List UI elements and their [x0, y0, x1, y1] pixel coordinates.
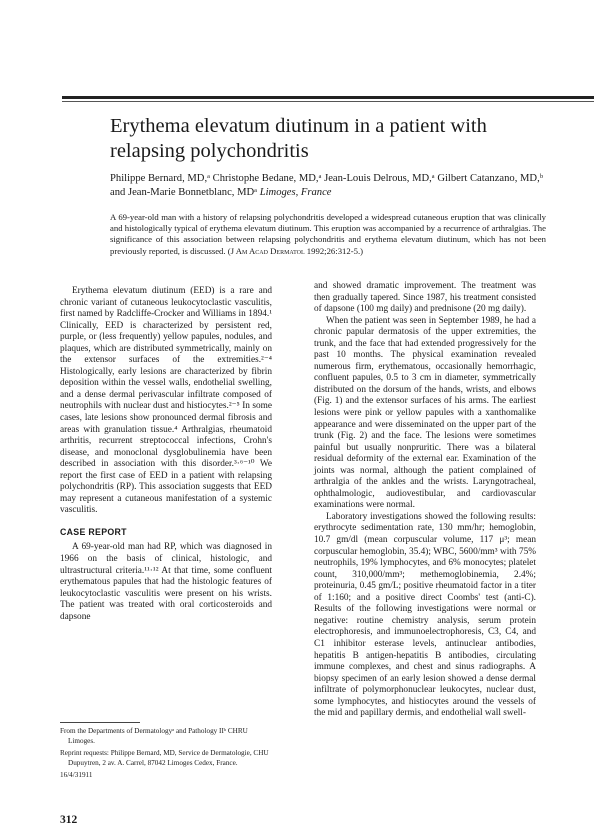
intro-paragraph: Erythema elevatum diutinum (EED) is a rare and chronic variant of cutaneous leukocytoclastic vasculitis, first named by Radcliffe-Crocker and Williams in 1894.¹ Clinically, EED is characterized by persistent red, purple, or (less frequently) yellow papules, nodules, and plaques, which are distributed symmetrically, mainly on the extensor surfaces of the extremities.²⁻⁴ Histologically, early lesions are characterized by fibrin deposition within the vessel walls, endothelial swelling, and a dense dermal perivascular infiltrate composed of neutrophils with nuclear dust and histiocytes.²⁻⁵ In some cases, late lesions show pronounced dermal fibrosis and areas with granulation tissue.⁴ Arthralgias, rheumatoid arthritis, recurrent streptococcal infections, Crohn's disease, and monoclonal dysglobulinemia have been described in association with this disorder.³·⁶⁻¹⁰ We report the first case of EED in a patient with relapsing polychondritis (RP). This association suggests that EED may represent a cutaneous manifestation of a systemic vasculitis.	[60, 286, 272, 516]
footnote-code: 16/4/31911	[60, 771, 93, 780]
right-column	[314, 281, 536, 720]
case-paragraph: A 69-year-old man had RP, which was diagnosed in 1966 on the basis of clinical, histologic, and ultrastructural criteria.¹¹·¹² At that time, some confluent erythematous papules that had the histologic features of leukocytoclastic vasculitis were present on his wrists. The patient was treated with oral corticosteroids and dapsone	[60, 542, 272, 622]
abstract	[110, 212, 546, 257]
footnote-reprint: Reprint requests: Philippe Bernard, MD, Service de Dermatologie, CHU Dupuytren, 2 av. A. Carrel, 87042 Limoges Cedex, France.	[60, 749, 269, 767]
author-block	[110, 172, 550, 200]
body-paragraph: Laboratory investigations showed the following results: erythrocyte sedimentation rate, 130 mm/hr; hemoglobin, 10.7 gm/dl (mean corpuscular volume, 117 μ³; mean corpuscular hemoglobin, 35.4); WBC, 5600/mm³ with 75% neutrophils, 19% lymphocytes, and 6% monocytes; platelet count, 310,000/mm³; methemoglobinemia, 2.4%; proteinuria, 0.45 gm/L; positive rheumatoid factor in a titer of 1:160; and a positive direct Coombs' test (anti-C). Results of the following investigations were normal or negative: routine chemistry analysis, serum protein electrophoresis, and immunoelectrophoresis, C3, C4, and C1 inhibitor esterase levels, antinuclear antibodies, hepatitis B antigen-hepatitis B antibodies, circulating immune complexes, and chest and sinus radiographs. A biopsy specimen of an early lesion showed a dense dermal infiltrate of polymorphonuclear leukocytes, nuclear dust, some lymphocytes, and histiocytes around the vessels of the mid and papillary dermis, and endothelial wall swell-	[314, 511, 536, 719]
journal-citation: (J Am Acad Dermatol 1992;26:312-5.)	[227, 245, 364, 256]
body-paragraph: and showed dramatic improvement. The treatment was then gradually tapered. Since 1987, his treatment consisted of dapsone (100 mg daily) and prednisone (20 mg daily).	[314, 281, 536, 315]
footnote-from: From the Departments of Dermatologyᵃ and Pathology IIᵇ CHRU Limoges.	[60, 727, 248, 745]
page-number: 312	[60, 814, 78, 826]
author-affiliation: Limoges, France	[259, 187, 332, 199]
footnotes	[60, 727, 275, 784]
footnote-rule	[60, 722, 140, 723]
section-heading: CASE REPORT	[60, 526, 127, 537]
left-column	[60, 286, 272, 623]
abstract-text: A 69-year-old man with a history of relapsing polychondritis developed a widespread cutaneous eruption that was clinically and histologically typical of erythema elevatum diutinum. This eruption was accompanied by a recurrence of arthralgias. The significance of this association between relapsing polychondritis and erythema elevatum diutinum, which has not been previously reported, is discussed.	[110, 212, 546, 256]
article-title: Erythema elevatum diutinum in a patient with relapsing polychondritis	[110, 115, 487, 162]
author-list: Philippe Bernard, MD,ᵃ Christophe Bedane, MD,ᵃ Jean-Louis Delrous, MD,ᵃ Gilbert Catanzano, MD,ᵇ and Jean-Marie Bonnetblanc, MDᵃ	[110, 173, 543, 199]
body-paragraph: When the patient was seen in September 1989, he had a chronic papular dermatosis of the upper extremities, the trunk, and the face that had extended progressively for the past 10 months. The physical examination revealed numerous firm, erythematous, occasionally hemorrhagic, confluent papules, 0.5 to 3 cm in diameter, symmetrically distributed on the dorsum of the hands, wrists, and elbows (Fig. 1) and the extensor surfaces of his arms. The earliest lesions were pink or yellow papules with a xanthomalike appearance and were disseminated on the upper part of the trunk (Fig. 2) and the face. The lesions were sometimes painful but usually nonpruritic. There was a bilateral residual deformity of the external ear. Examination of the joints was normal, although the patient complained of arthralgia of the ankles and the wrists. Laryngotracheal, ophthalmologic, audiovestibular, and cardiovascular examinations were normal.	[314, 315, 536, 511]
header-rule-thin	[62, 101, 594, 102]
header-rule	[62, 96, 594, 99]
